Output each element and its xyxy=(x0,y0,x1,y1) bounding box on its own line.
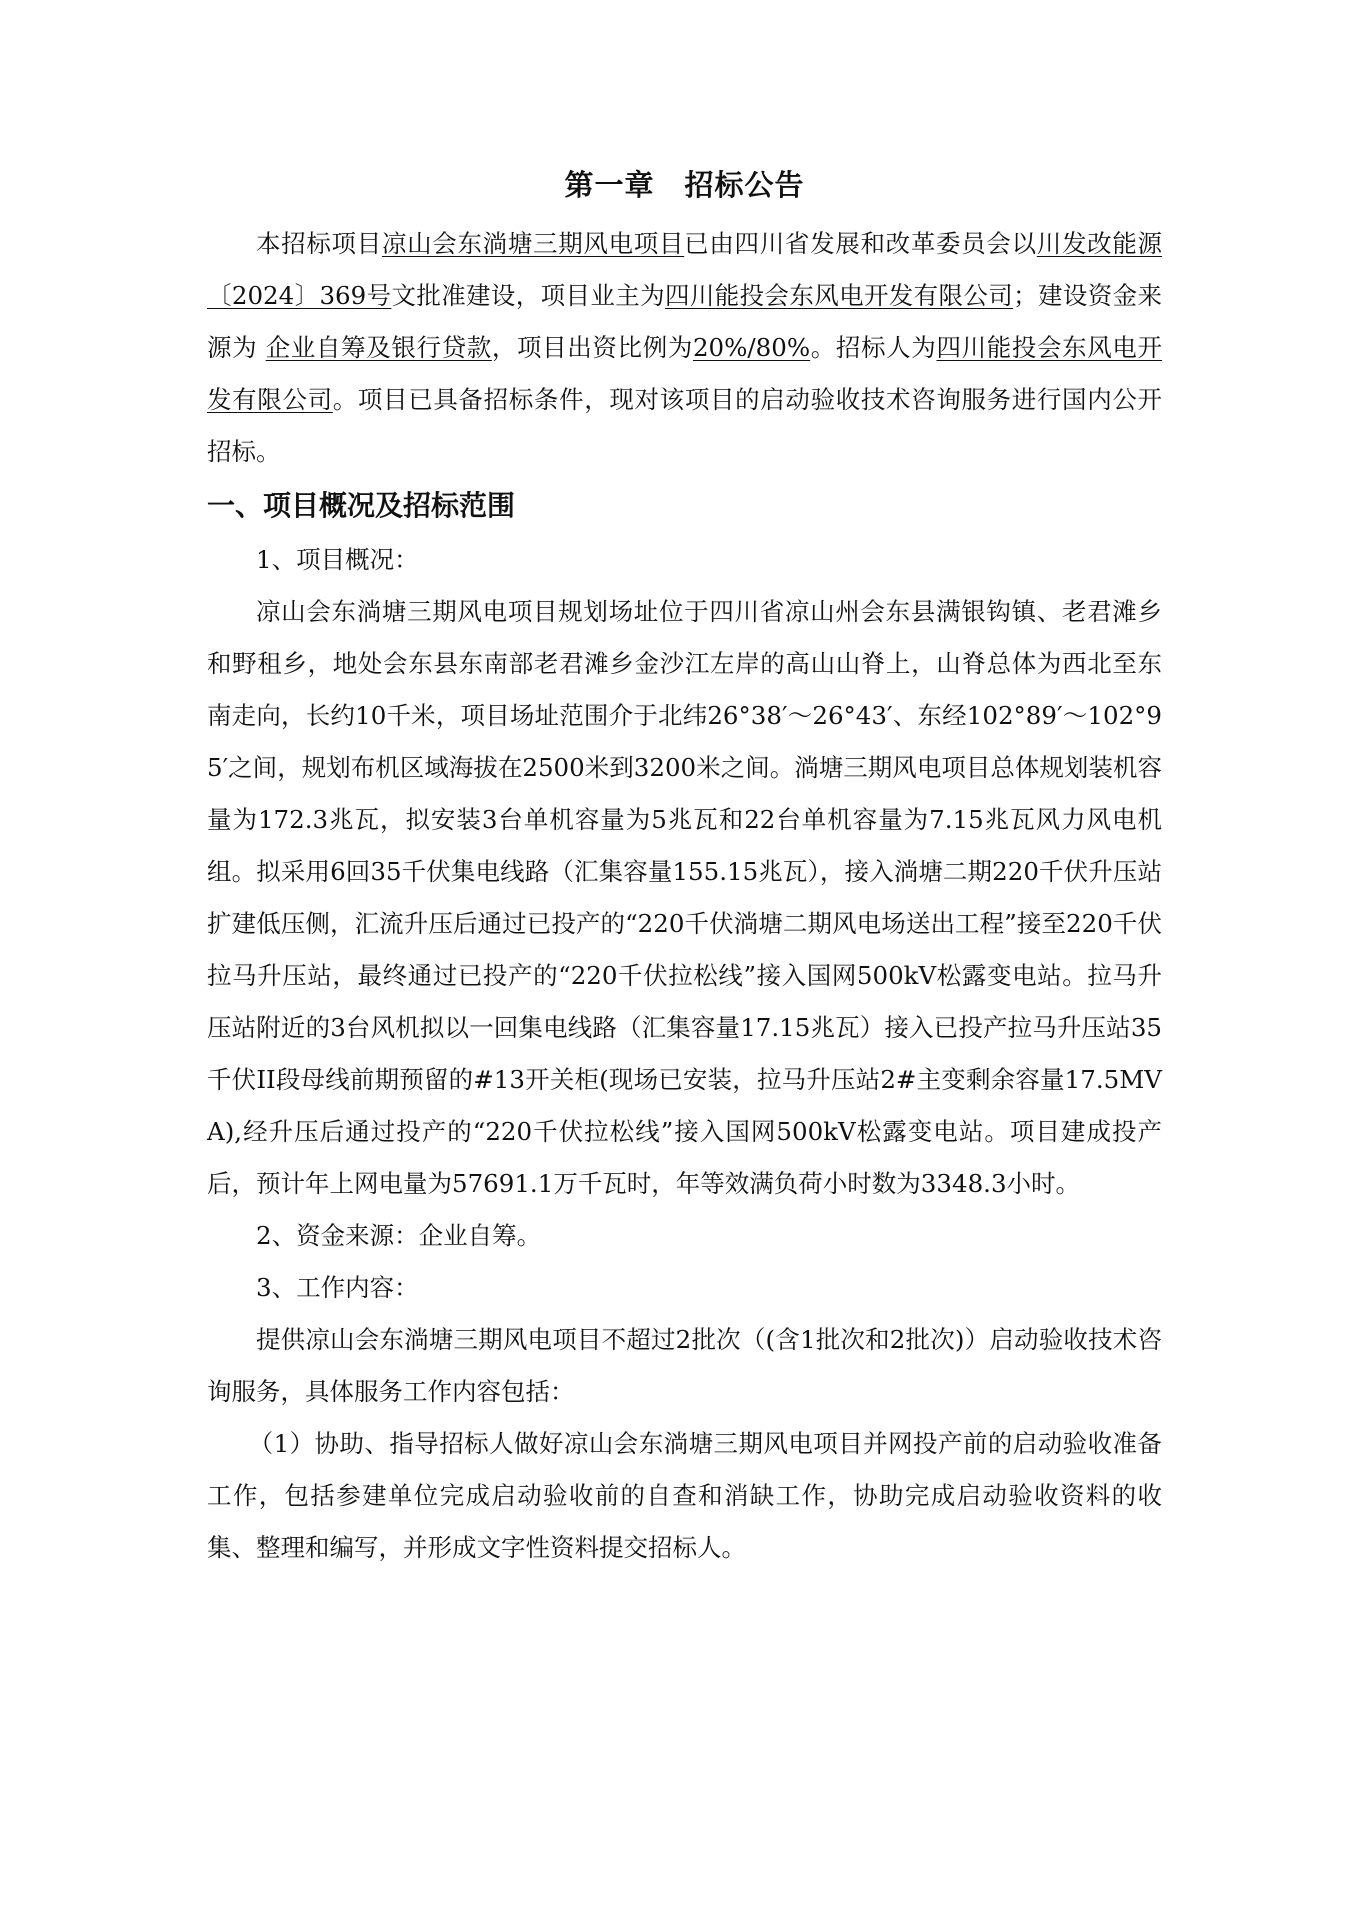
intro-text-6: 。招标人为 xyxy=(810,333,937,362)
project-owner: 四川能投会东风电开发有限公司 xyxy=(665,281,1014,310)
intro-text-4: ；建设资金来源为 xyxy=(207,281,1162,362)
investment-ratio: 20%/80% xyxy=(692,333,811,362)
intro-text-3: 文批准建设，项目业主为 xyxy=(391,281,665,310)
tenderer: 四川能投会东风电开发有限公司 xyxy=(207,333,1163,414)
approval-document: 川发改能源〔2024〕369号 xyxy=(207,229,1163,310)
intro-text-7: 。项目已具备招标条件，现对该项目的启动验收技术咨询服务进行国内公开招标。 xyxy=(207,385,1163,466)
section-heading: 一、项目概况及招标范围 xyxy=(207,489,516,522)
intro-paragraph xyxy=(207,218,1162,478)
project-overview-paragraph: 凉山会东淌塘三期风电项目规划场址位于四川省凉山州会东县满银钩镇、老君滩乡和野租乡，地处会东县东南部老君滩乡金沙江左岸的高山山脊上，山脊总体为西北至东南走向，长约10千米，项目场址范围介于北纬26°38′～26°43′、东经102°89′～102°95′之间，规划布机区域海拔在2500米到3200米之间。淌塘三期风电项目总体规划装机容量为172.3兆瓦，拟安装3台单机容量为5兆瓦和22台单机容量为7.15兆瓦风力风电机组。拟采用6回35千伏集电线路（汇集容量155.15兆瓦），接入淌塘二期220千伏升压站扩建低压侧，汇流升压后通过已投产的“220千伏淌塘二期风电场送出工程”接至220千伏拉马升压站，最终通过已投产的“220千伏拉松线”接入国网500kV松露变电站。拉马升压站附近的3台风机拟以一回集电线路（汇集容量17.15兆瓦）接入已投产拉马升压站35千伏II段母线前期预留的#13开关柜(现场已安装，拉马升压站2#主变剩余容量17.5MVA),经升压后通过投产的“220千伏拉松线”接入国网500kV松露变电站。项目建成投产后，预计年上网电量为57691.1万千瓦时，年等效满负荷小时数为3348.3小时。 xyxy=(207,597,1162,1198)
item2-fund-source: 2、资金来源：企业自筹。 xyxy=(256,1221,542,1250)
chapter-title: 第一章 招标公告 xyxy=(564,168,805,202)
fund-source: 企业自筹及银行贷款 xyxy=(265,333,492,362)
subitem-1-paragraph: （1）协助、指导招标人做好凉山会东淌塘三期风电项目并网投产前的启动验收准备工作，包括参建单位完成启动验收前的自查和消缺工作，协助完成启动验收资料的收集、整理和编写，并形成文字性资料提交招标人。 xyxy=(207,1429,1162,1562)
intro-text-1: 本招标项目 xyxy=(256,229,382,258)
document-page xyxy=(207,160,1162,1574)
project-name: 凉山会东淌塘三期风电项目 xyxy=(381,229,685,258)
intro-text-5: ，项目出资比例为 xyxy=(491,333,693,362)
item1-label: 1、项目概况： xyxy=(256,545,419,574)
intro-text-2: 已由四川省发展和改革委员会以 xyxy=(684,229,1037,258)
scope-paragraph: 提供凉山会东淌塘三期风电项目不超过2批次（(含1批次和2批次)）启动验收技术咨询服务，具体服务工作内容包括： xyxy=(207,1325,1162,1406)
item3-label: 3、工作内容： xyxy=(256,1273,419,1302)
